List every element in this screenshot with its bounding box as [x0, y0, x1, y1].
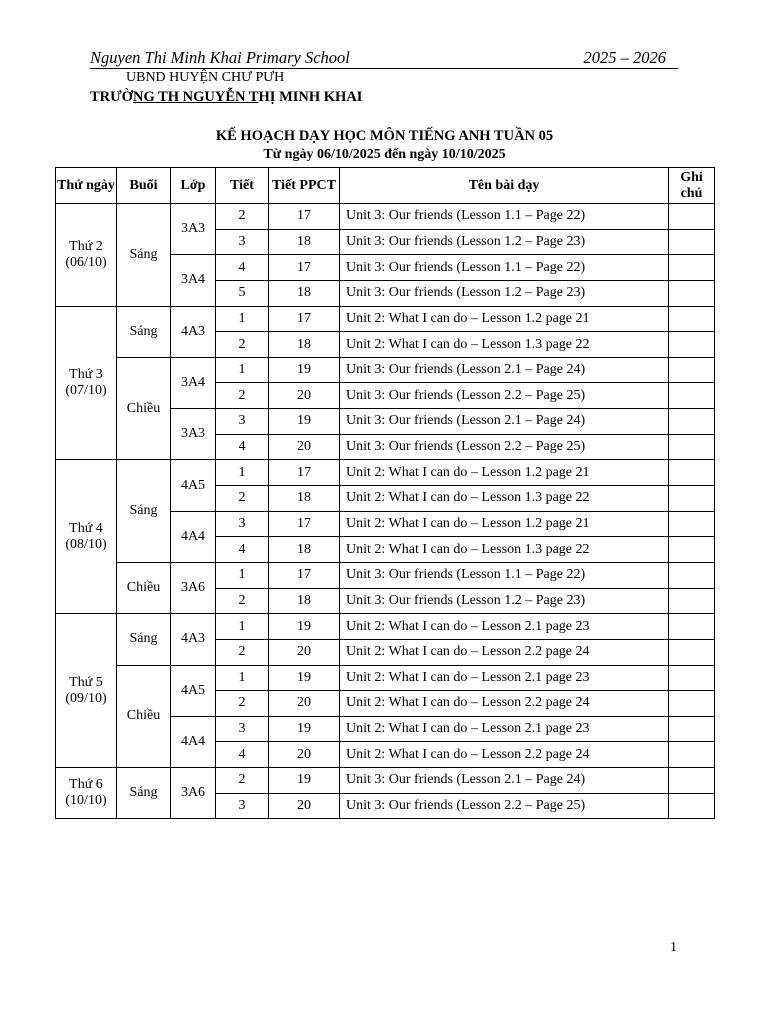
ppct-cell: 20: [269, 793, 340, 819]
period-cell: 1: [216, 357, 269, 383]
day-cell: Thứ 2 (06/10): [56, 204, 117, 307]
session-cell: Sáng: [117, 614, 171, 665]
note-cell: [669, 409, 715, 435]
ppct-cell: 20: [269, 434, 340, 460]
session-cell: Sáng: [117, 204, 171, 307]
note-cell: [669, 588, 715, 614]
school-heading-suffix: HỊ MINH KHAI: [258, 89, 363, 105]
class-cell: 4A3: [171, 306, 216, 357]
col-header-session: Buổi: [117, 168, 171, 204]
note-cell: [669, 511, 715, 537]
table-row: [56, 357, 715, 383]
ppct-cell: 18: [269, 229, 340, 255]
period-cell: 2: [216, 204, 269, 230]
school-heading: [90, 89, 362, 106]
session-cell: Sáng: [117, 768, 171, 819]
session-cell: Chiều: [117, 562, 171, 613]
period-cell: 2: [216, 639, 269, 665]
class-cell: 3A3: [171, 409, 216, 460]
session-cell: Sáng: [117, 306, 171, 357]
col-header-note: Ghi chú: [669, 168, 715, 204]
note-cell: [669, 639, 715, 665]
lesson-cell: Unit 2: What I can do – Lesson 2.1 page 23: [340, 716, 669, 742]
lesson-cell: Unit 2: What I can do – Lesson 2.2 page 24: [340, 742, 669, 768]
ppct-cell: 18: [269, 537, 340, 563]
note-cell: [669, 537, 715, 563]
period-cell: 2: [216, 768, 269, 794]
period-cell: 2: [216, 486, 269, 512]
ppct-cell: 19: [269, 409, 340, 435]
ppct-cell: 18: [269, 332, 340, 358]
ppct-cell: 19: [269, 614, 340, 640]
ppct-cell: 20: [269, 383, 340, 409]
lesson-cell: Unit 3: Our friends (Lesson 1.2 – Page 23): [340, 588, 669, 614]
note-cell: [669, 306, 715, 332]
period-cell: 2: [216, 691, 269, 717]
note-cell: [669, 229, 715, 255]
period-cell: 4: [216, 255, 269, 281]
lesson-cell: Unit 2: What I can do – Lesson 1.2 page 21: [340, 511, 669, 537]
table-row: [56, 614, 715, 640]
ppct-cell: 19: [269, 716, 340, 742]
period-cell: 4: [216, 434, 269, 460]
table-row: [56, 204, 715, 230]
ppct-cell: 20: [269, 639, 340, 665]
note-cell: [669, 280, 715, 306]
table-header-row: [56, 168, 715, 204]
plan-date-range: Từ ngày 06/10/2025 đến ngày 10/10/2025: [263, 147, 506, 162]
plan-title: KẾ HOẠCH DẠY HỌC MÔN TIẾNG ANH TUẦN 05: [215, 128, 554, 144]
lesson-cell: Unit 3: Our friends (Lesson 2.2 – Page 25): [340, 793, 669, 819]
period-cell: 3: [216, 229, 269, 255]
class-cell: 4A3: [171, 614, 216, 665]
day-cell: Thứ 5 (09/10): [56, 614, 117, 768]
ppct-cell: 17: [269, 255, 340, 281]
note-cell: [669, 793, 715, 819]
period-cell: 2: [216, 588, 269, 614]
lesson-cell: Unit 2: What I can do – Lesson 2.2 page 24: [340, 639, 669, 665]
ppct-cell: 18: [269, 280, 340, 306]
table-row: [56, 665, 715, 691]
col-header-class: Lớp: [171, 168, 216, 204]
ppct-cell: 19: [269, 768, 340, 794]
class-cell: 4A5: [171, 665, 216, 716]
note-cell: [669, 768, 715, 794]
lesson-cell: Unit 3: Our friends (Lesson 2.1 – Page 24): [340, 768, 669, 794]
ppct-cell: 17: [269, 306, 340, 332]
lesson-cell: Unit 2: What I can do – Lesson 1.3 page 22: [340, 486, 669, 512]
lesson-cell: Unit 2: What I can do – Lesson 1.3 page 22: [340, 537, 669, 563]
note-cell: [669, 332, 715, 358]
school-year: 2025 – 2026: [583, 48, 666, 67]
class-cell: 3A6: [171, 768, 216, 819]
class-cell: 4A5: [171, 460, 216, 511]
lesson-plan-table: [55, 167, 715, 819]
session-cell: Chiều: [117, 665, 171, 768]
class-cell: 3A6: [171, 562, 216, 613]
lesson-cell: Unit 3: Our friends (Lesson 1.1 – Page 22): [340, 204, 669, 230]
ppct-cell: 20: [269, 691, 340, 717]
note-cell: [669, 434, 715, 460]
period-cell: 3: [216, 793, 269, 819]
note-cell: [669, 204, 715, 230]
ppct-cell: 19: [269, 357, 340, 383]
period-cell: 4: [216, 742, 269, 768]
table-row: [56, 306, 715, 332]
lesson-cell: Unit 2: What I can do – Lesson 2.1 page 23: [340, 665, 669, 691]
col-header-lesson: Tên bài dạy: [340, 168, 669, 204]
table-row: [56, 768, 715, 794]
district-committee: UBND HUYỆN CHƯ PƯH: [126, 70, 285, 85]
period-cell: 3: [216, 511, 269, 537]
session-cell: Chiều: [117, 357, 171, 460]
session-cell: Sáng: [117, 460, 171, 563]
ppct-cell: 19: [269, 665, 340, 691]
page-number: 1: [670, 940, 677, 955]
table-body: [56, 204, 715, 819]
period-cell: 1: [216, 306, 269, 332]
lesson-cell: Unit 3: Our friends (Lesson 1.1 – Page 22): [340, 562, 669, 588]
lesson-cell: Unit 2: What I can do – Lesson 1.3 page 22: [340, 332, 669, 358]
class-cell: 3A4: [171, 255, 216, 306]
lesson-cell: Unit 3: Our friends (Lesson 2.2 – Page 25): [340, 383, 669, 409]
period-cell: 3: [216, 716, 269, 742]
col-header-ppct: Tiết PPCT: [269, 168, 340, 204]
table-row: [56, 460, 715, 486]
day-cell: Thứ 6 (10/10): [56, 768, 117, 819]
lesson-cell: Unit 3: Our friends (Lesson 2.2 – Page 25): [340, 434, 669, 460]
period-cell: 1: [216, 614, 269, 640]
note-cell: [669, 716, 715, 742]
class-cell: 3A4: [171, 357, 216, 408]
ppct-cell: 17: [269, 204, 340, 230]
ppct-cell: 17: [269, 511, 340, 537]
lesson-cell: Unit 2: What I can do – Lesson 1.2 page 21: [340, 306, 669, 332]
note-cell: [669, 383, 715, 409]
note-cell: [669, 665, 715, 691]
note-cell: [669, 486, 715, 512]
period-cell: 2: [216, 332, 269, 358]
ppct-cell: 20: [269, 742, 340, 768]
note-cell: [669, 357, 715, 383]
col-header-period: Tiết: [216, 168, 269, 204]
lesson-cell: Unit 2: What I can do – Lesson 1.2 page 21: [340, 460, 669, 486]
class-cell: 4A4: [171, 511, 216, 562]
table-row: [56, 562, 715, 588]
period-cell: 1: [216, 460, 269, 486]
lesson-cell: Unit 3: Our friends (Lesson 1.2 – Page 23): [340, 280, 669, 306]
note-cell: [669, 742, 715, 768]
period-cell: 1: [216, 665, 269, 691]
lesson-cell: Unit 2: What I can do – Lesson 2.1 page 23: [340, 614, 669, 640]
period-cell: 1: [216, 562, 269, 588]
note-cell: [669, 691, 715, 717]
school-heading-prefix: TRƯỜ: [90, 89, 133, 105]
ppct-cell: 18: [269, 486, 340, 512]
ppct-cell: 17: [269, 562, 340, 588]
lesson-cell: Unit 3: Our friends (Lesson 2.1 – Page 24): [340, 357, 669, 383]
day-cell: Thứ 3 (07/10): [56, 306, 117, 460]
lesson-cell: Unit 2: What I can do – Lesson 2.2 page 24: [340, 691, 669, 717]
ppct-cell: 18: [269, 588, 340, 614]
note-cell: [669, 255, 715, 281]
class-cell: 4A4: [171, 716, 216, 767]
day-cell: Thứ 4 (08/10): [56, 460, 117, 614]
class-cell: 3A3: [171, 204, 216, 255]
school-heading-underlined: NG TH NGUYỄN T: [132, 89, 259, 105]
school-name: Nguyen Thi Minh Khai Primary School: [90, 48, 350, 67]
col-header-day: Thứ ngày: [56, 168, 117, 204]
lesson-cell: Unit 3: Our friends (Lesson 1.1 – Page 22): [340, 255, 669, 281]
period-cell: 4: [216, 537, 269, 563]
note-cell: [669, 614, 715, 640]
ppct-cell: 17: [269, 460, 340, 486]
lesson-cell: Unit 3: Our friends (Lesson 1.2 – Page 23): [340, 229, 669, 255]
period-cell: 2: [216, 383, 269, 409]
note-cell: [669, 562, 715, 588]
lesson-cell: Unit 3: Our friends (Lesson 2.1 – Page 24): [340, 409, 669, 435]
period-cell: 5: [216, 280, 269, 306]
period-cell: 3: [216, 409, 269, 435]
page-header: [90, 46, 678, 69]
note-cell: [669, 460, 715, 486]
